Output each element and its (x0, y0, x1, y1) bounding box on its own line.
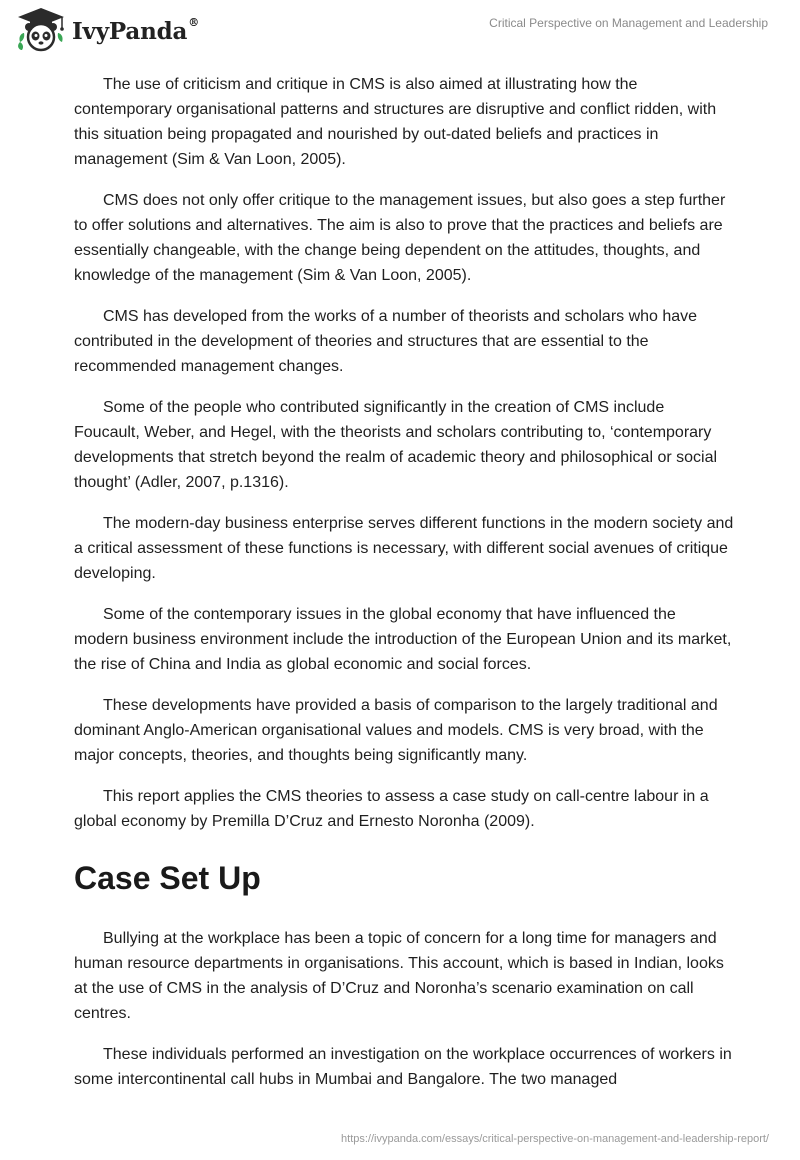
section-heading: Case Set Up (74, 860, 261, 896)
body-paragraph: Bullying at the workplace has been a topic of concern for a long time for managers and human resource departments in organisations. This account, which is based in Indian, looks at the use of CMS in the analysis of D’Cruz and Noronha’s scenario examination on call centres. (74, 930, 724, 1022)
source-url[interactable]: https://ivypanda.com/essays/critical-perspective-on-management-and-leadership-report/ (341, 1133, 769, 1145)
body-paragraph: These developments have provided a basis of comparison to the largely traditional and dominant Anglo-American organisational values and models. CMS is very broad, with the major concepts, theories, and thoughts being significantly many. (74, 697, 718, 764)
body-paragraph: CMS does not only offer critique to the management issues, but also goes a step further to offer solutions and alternatives. The aim is also to prove that the practices and beliefs are essentially changeable, with the change being dependent on the attitudes, thoughts, and knowledge of the management (Sim & Van Loon, 2005). (74, 192, 726, 284)
panda-graduate-icon (16, 6, 66, 52)
document-title: Critical Perspective on Management and Leadership (489, 16, 768, 30)
body-paragraph: This report applies the CMS theories to assess a case study on call-centre labour in a global economy by Premilla D’Cruz and Ernesto Noronha (2009). (74, 788, 709, 830)
ivypanda-logo[interactable] (16, 6, 199, 52)
body-paragraph: CMS has developed from the works of a number of theorists and scholars who have contributed in the development of theories and structures that are essential to the recommended management changes. (74, 308, 698, 375)
body-paragraph: The use of criticism and critique in CMS is also aimed at illustrating how the contemporary organisational patterns and structures are disruptive and conflict ridden, with this situation being propagated and nourished by out-dated beliefs and practices in management (Sim & Van Loon, 2005). (74, 76, 717, 168)
body-paragraph: Some of the people who contributed significantly in the creation of CMS include Foucault, Weber, and Hegel, with the theorists and scholars contributing to, ‘contemporary developments that stretch beyond the realm of academic theory and philosophical or social thought’ (Adler, 2007, p.1316). (74, 399, 718, 491)
body-paragraph: Some of the contemporary issues in the global economy that have influenced the modern business environment include the introduction of the European Union and its market, the rise of China and India as global economic and social forces. (74, 606, 732, 673)
page-header (0, 0, 800, 70)
brand-name: IvyPanda® (72, 15, 199, 45)
essay-body (74, 72, 734, 1108)
body-paragraph: These individuals performed an investigation on the workplace occurrences of workers in some intercontinental call hubs in Mumbai and Bangalore. The two managed (74, 1046, 732, 1088)
body-paragraph: The modern-day business enterprise serves different functions in the modern society and a critical assessment of these functions is necessary, with different social avenues of critique developing. (74, 515, 734, 582)
